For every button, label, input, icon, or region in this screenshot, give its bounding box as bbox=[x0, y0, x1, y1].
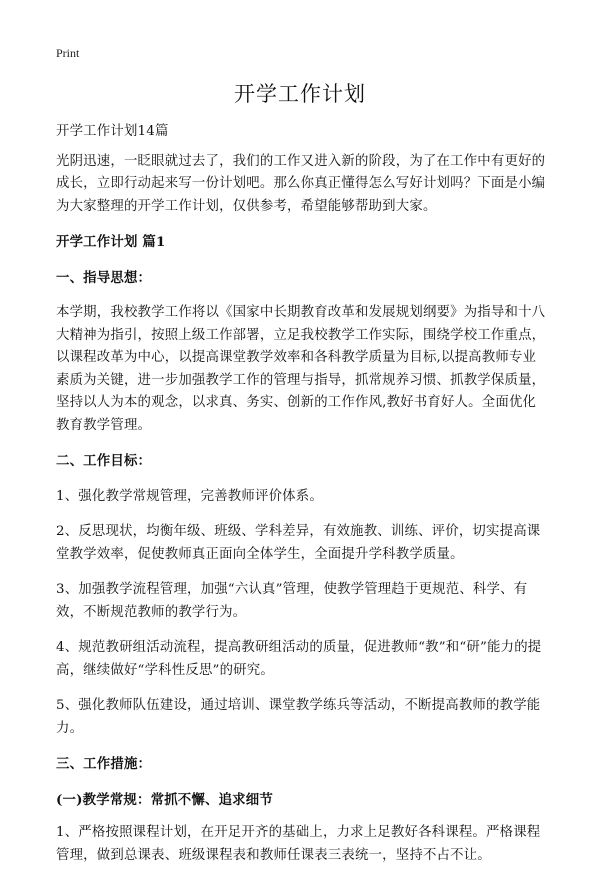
goal-item: 2、反思现状，均衡年级、班级、学科差异，有效施教、训练、评价，切实提高课堂教学效率，促使教师真正面向全体学生，全面提升学科教学质量。 bbox=[56, 524, 541, 562]
part3-heading: 三、工作措施： bbox=[56, 756, 152, 772]
goal-item: 4、规范教研组活动流程，提高教研组活动的质量，促进教师“教”和“研”能力的提高，继续做好“学科性反思”的研究。 bbox=[56, 640, 542, 678]
print-link[interactable]: Print bbox=[56, 46, 80, 60]
intro-paragraph: 光阴迅速，一眨眼就过去了，我们的工作又进入新的阶段，为了在工作中有更好的成长，立即行动起来写一份计划吧。那么你真正懂得怎么写好计划吗？下面是小编为大家整理的开学工作计划，仅供参考，希望能够帮助到大家。 bbox=[56, 153, 546, 214]
part1-paragraph: 本学期，我校教学工作将以《国家中长期教育改革和发展规划纲要》为指导和十八大精神为指引，按照上级工作部署，立足我校教学工作实际，围绕学校工作重点，以课程改革为中心，以提高课堂教学效率和各科教学质量为目标,以提高教师专业素质为关键，进一步加强教学工作的管理与指导，抓常规养习惯、抓教学保质量，坚持以人为本的观念，以求真、务实、创新的工作作风,教好书育好人。全面优化教育教学管理。 bbox=[56, 305, 546, 433]
goal-item: 1、强化教学常规管理，完善教师评价体系。 bbox=[56, 488, 323, 504]
section-heading: 开学工作计划 篇1 bbox=[56, 234, 166, 250]
goal-item: 3、加强教学流程管理，加强“六认真”管理，使教学管理趋于更规范、科学、有效，不断规范教师的教学行为。 bbox=[56, 582, 528, 620]
part2-heading: 二、工作目标： bbox=[56, 453, 152, 469]
measure1-heading: (一)教学常规：常抓不懈、追求细节 bbox=[56, 791, 273, 808]
goal-item: 5、强化教师队伍建设，通过培训、课堂教学练兵等活动，不断提高教师的教学能力。 bbox=[56, 698, 541, 736]
part1-heading: 一、指导思想： bbox=[56, 269, 152, 286]
measure1-paragraph: 1、严格按照课程计划，在开足开齐的基础上，力求上足教好各科课程。严格课程管理，做到总课表、班级课程表和教师任课表三表统一，坚持不占不让。 bbox=[56, 825, 541, 863]
document-subtitle: 开学工作计划14篇 bbox=[56, 124, 169, 139]
document-title: 开学工作计划 bbox=[234, 82, 366, 106]
document-body bbox=[56, 121, 546, 880]
